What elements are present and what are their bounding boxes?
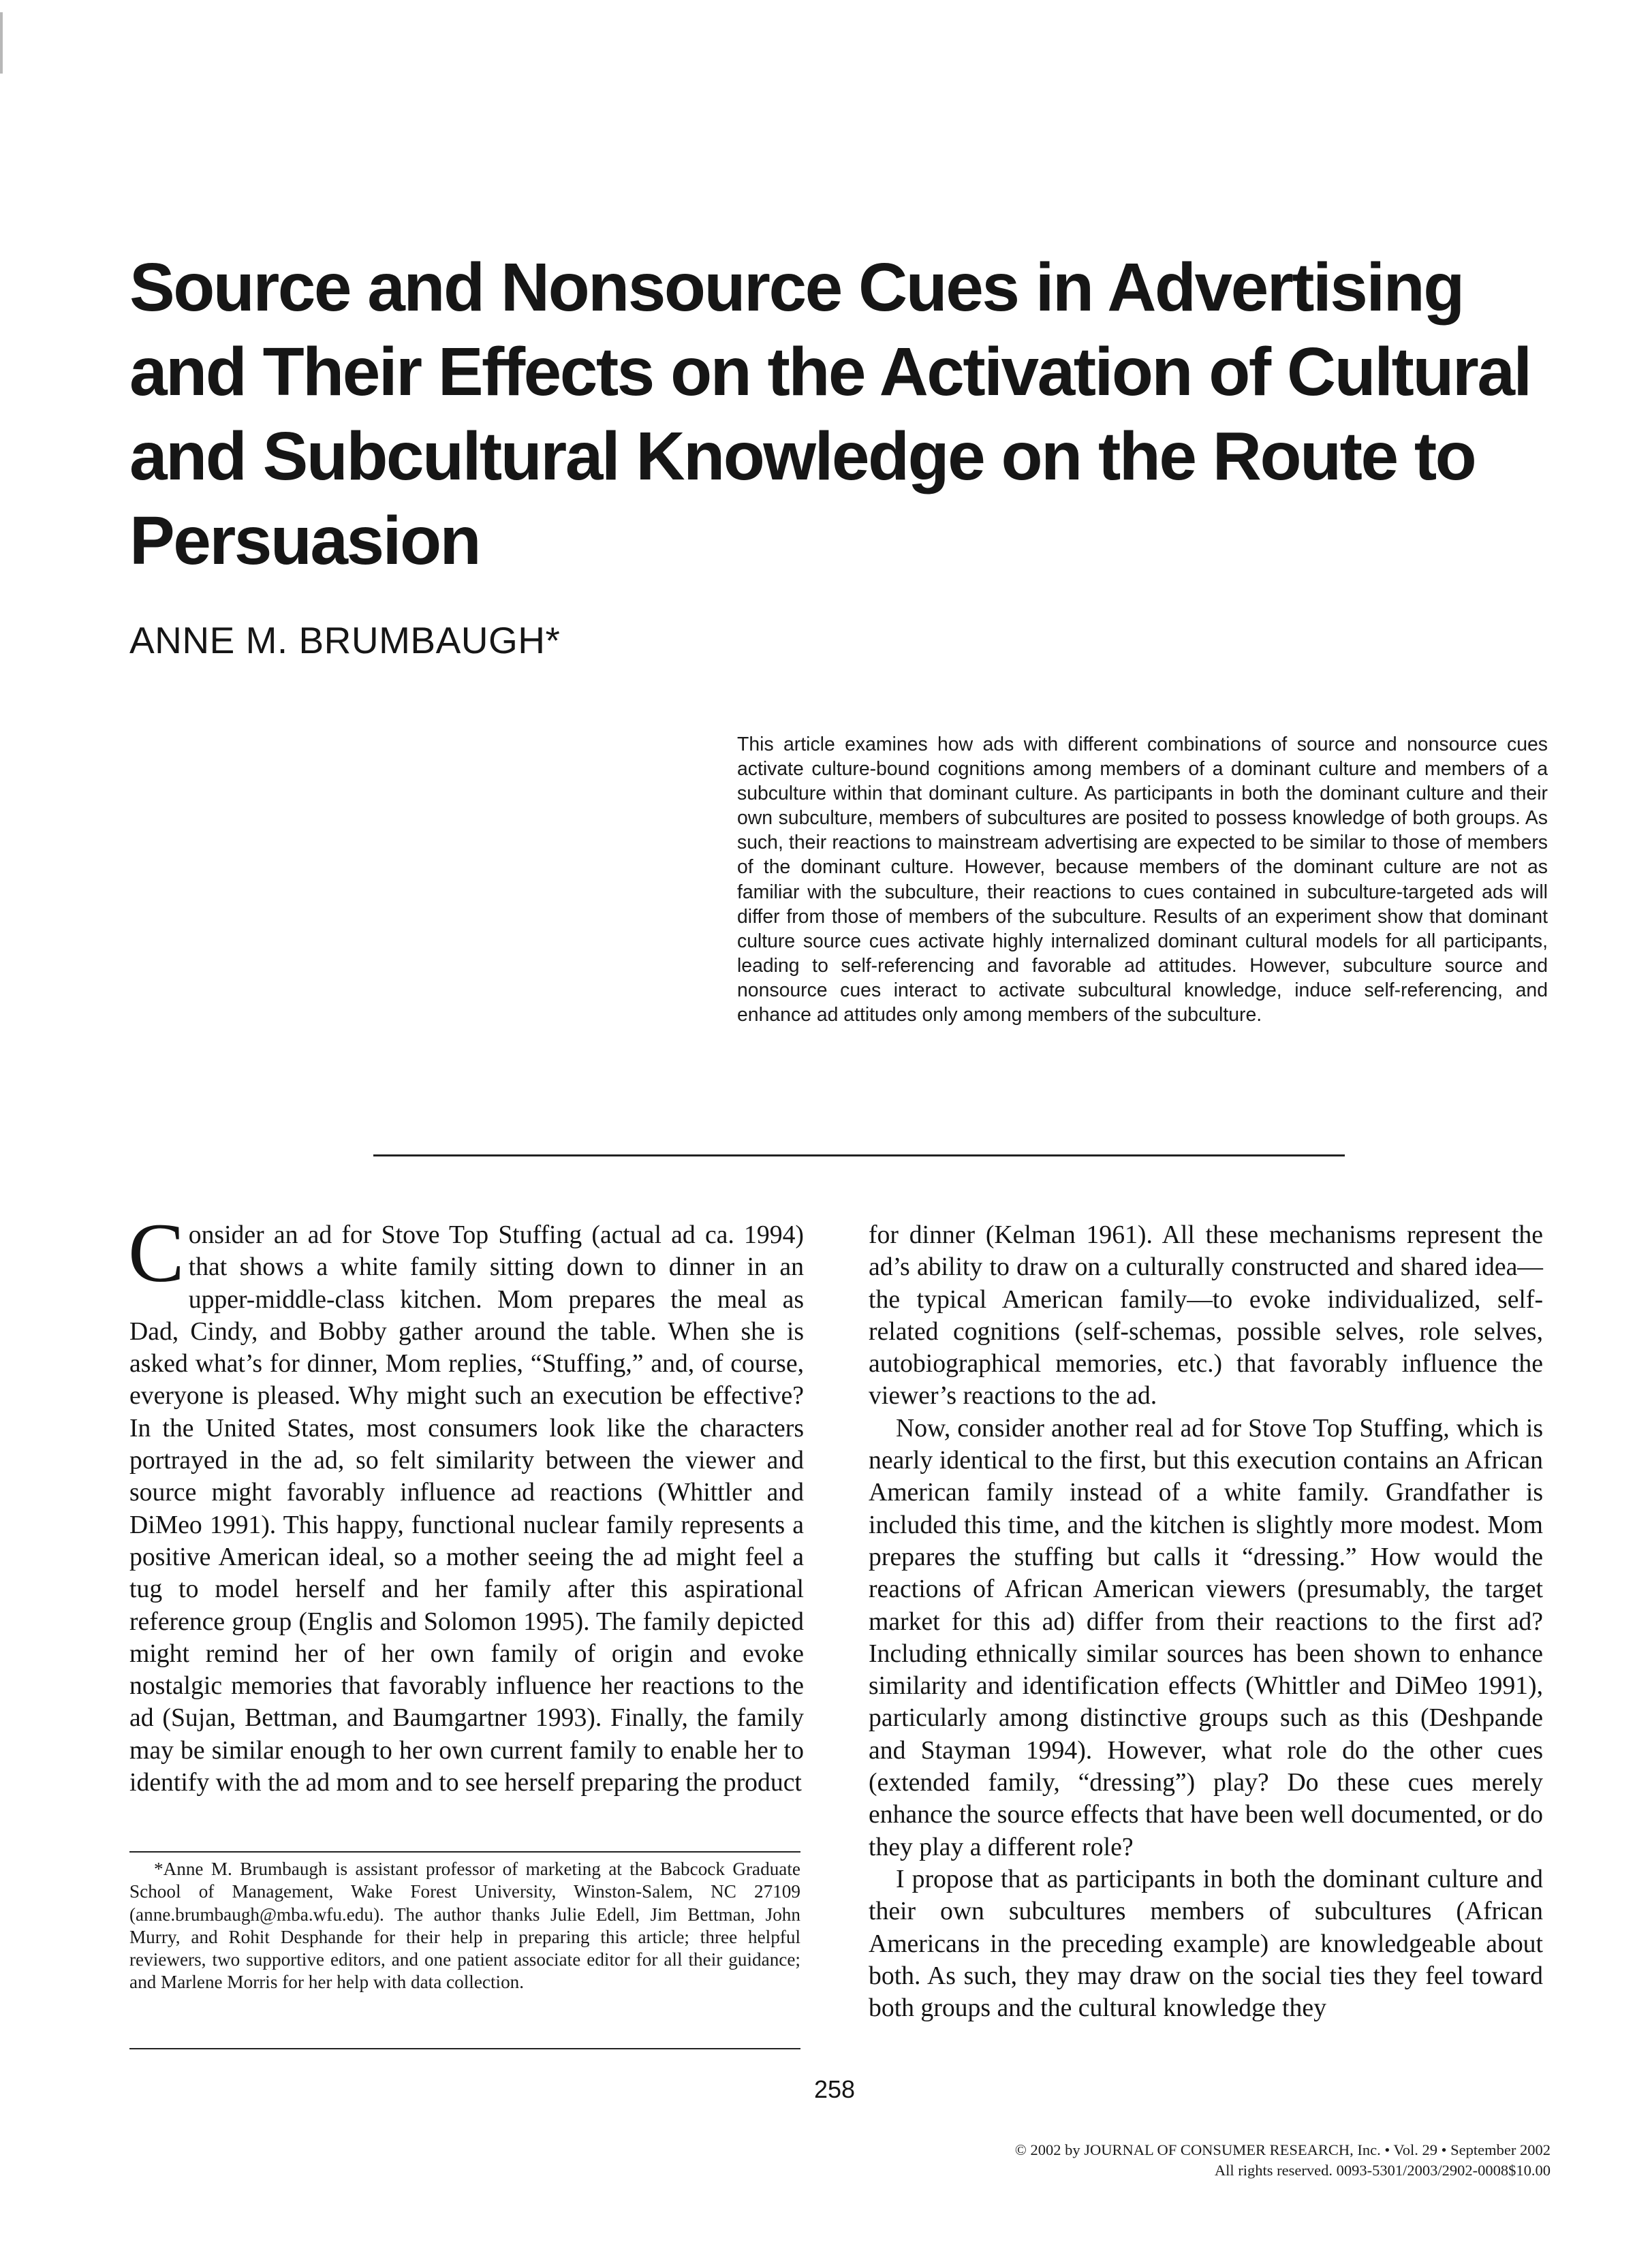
body-paragraph: for dinner (Kelman 1961). All these mechanisms represent the ad’s ability to draw on a culturally constructed and shared idea—the typical American family—to evoke individualized, self-related cognitions (self-schemas, possible selves, role selves, autobiographical memories, etc.) that favorably influence the viewer’s reactions to the ad. [869, 1220, 1543, 1411]
author-name: ANNE M. BRUMBAUGH* [129, 619, 561, 661]
author-footnote: *Anne M. Brumbaugh is assistant professor of marketing at the Babcock Graduate School of Management, Wake Forest University, Winston-Salem, NC 27109 (anne.brumbaugh@mba.wfu.edu). The author thanks Julie Edell, Jim Bettman, John Murry, and Rohit Desphande for their help in preparing this article; three helpful reviewers, two supportive editors, and one patient associate editor for all their guidance; and Marlene Morris for her help with data collection. [129, 1859, 800, 1993]
body-paragraph: I propose that as participants in both the dominant culture and their own subcultures members of subcultures (African Americans in the preceding example) are knowledgeable about both. As such, they may draw on the social ties they feel toward both groups and the cultural knowledge they [869, 1864, 1543, 2023]
section-divider [373, 1154, 1345, 1156]
footnote-rule-top [129, 1851, 800, 1853]
rights-line: All rights reserved. 0093-5301/2003/2902-0008$10.00 [1214, 2162, 1551, 2179]
abstract: This article examines how ads with different combinations of source and nonsource cues activate culture-bound cognitions among members of a dominant culture and members of a subculture within that dominant culture. As participants in both the dominant culture and their own subculture, members of subcultures are posited to possess knowledge of both groups. As such, their reactions to mainstream advertising are expected to be similar to those of members of the dominant culture. However, because members of the dominant culture are not as familiar with the subculture, their reactions to cues contained in subculture-targeted ads will differ from those of members of the subculture. Results of an experiment show that dominant culture source cues activate highly internalized dominant cultural models for all participants, leading to self-referencing and favorable ad attitudes. However, subculture source and nonsource cues interact to activate subcultural knowledge, induce self-referencing, and enhance ad attitudes only among members of the subculture. [737, 734, 1548, 1026]
copyright-notice [1015, 2140, 1551, 2181]
scan-edge-mark [0, 12, 3, 74]
article-title: Source and Nonsource Cues in Advertising and Their Effects on the Activation of Cultural and Subcultural Knowledge on the Route to Persuasion [129, 249, 1531, 579]
body-column-left [128, 1206, 804, 1799]
body-paragraph [128, 1206, 804, 1799]
body-paragraph: Now, consider another real ad for Stove Top Stuffing, which is nearly identical to the first, but this execution contains an African American family instead of a white family. Grandfather is included this time, and the kitchen is slightly more modest. Mom prepares the stuffing but calls it “dressing.” How would the reactions of African American viewers (presumably, the target market for this ad) differ from their reactions to the first ad? Including ethnically similar sources has been shown to enhance similarity and identification effects (Whittler and DiMeo 1991), particularly among distinctive groups such as this (Deshpande and Stayman 1994). However, what role do the other cues (extended family, “dressing”) play? Do these cues merely enhance the source effects that have been well documented, or do they play a different role? [869, 1413, 1543, 1861]
body-column-right [869, 1219, 1543, 2024]
footnote-rule-bottom [129, 2048, 800, 2049]
copyright-line: © 2002 by JOURNAL OF CONSUMER RESEARCH, Inc. • Vol. 29 • September 2002 [1014, 2141, 1551, 2158]
paragraph-text: onsider an ad for Stove Top Stuffing (actual ad ca. 1994) that shows a white family sitting down to dinner in an upper-middle-class kitchen. Mom prepares the meal as Dad, Cindy, and Bobby gather around the table. When she is asked what’s for dinner, Mom replies, “Stuffing,” and, of course, everyone is pleased. Why might such an execution be effective? In the United States, most consumers look like the characters portrayed in the ad, so felt similarity between the viewer and source might favorably influence ad reactions (Whittler and DiMeo 1991). This happy, functional nuclear family represents a positive American ideal, so a mother seeing the ad might feel a tug to model herself and her family after this aspirational reference group (Englis and Solomon 1995). The family depicted might remind her of her own family of origin and evoke nostalgic memories that favorably influence her reactions to the ad (Sujan, Bettman, and Baumgartner 1993). Finally, the family may be similar enough to her own current family to enable her to identify with the ad mom and to see herself preparing the product [129, 1220, 804, 1797]
drop-cap: C [128, 1206, 185, 1300]
page-number: 258 [813, 2075, 856, 2103]
